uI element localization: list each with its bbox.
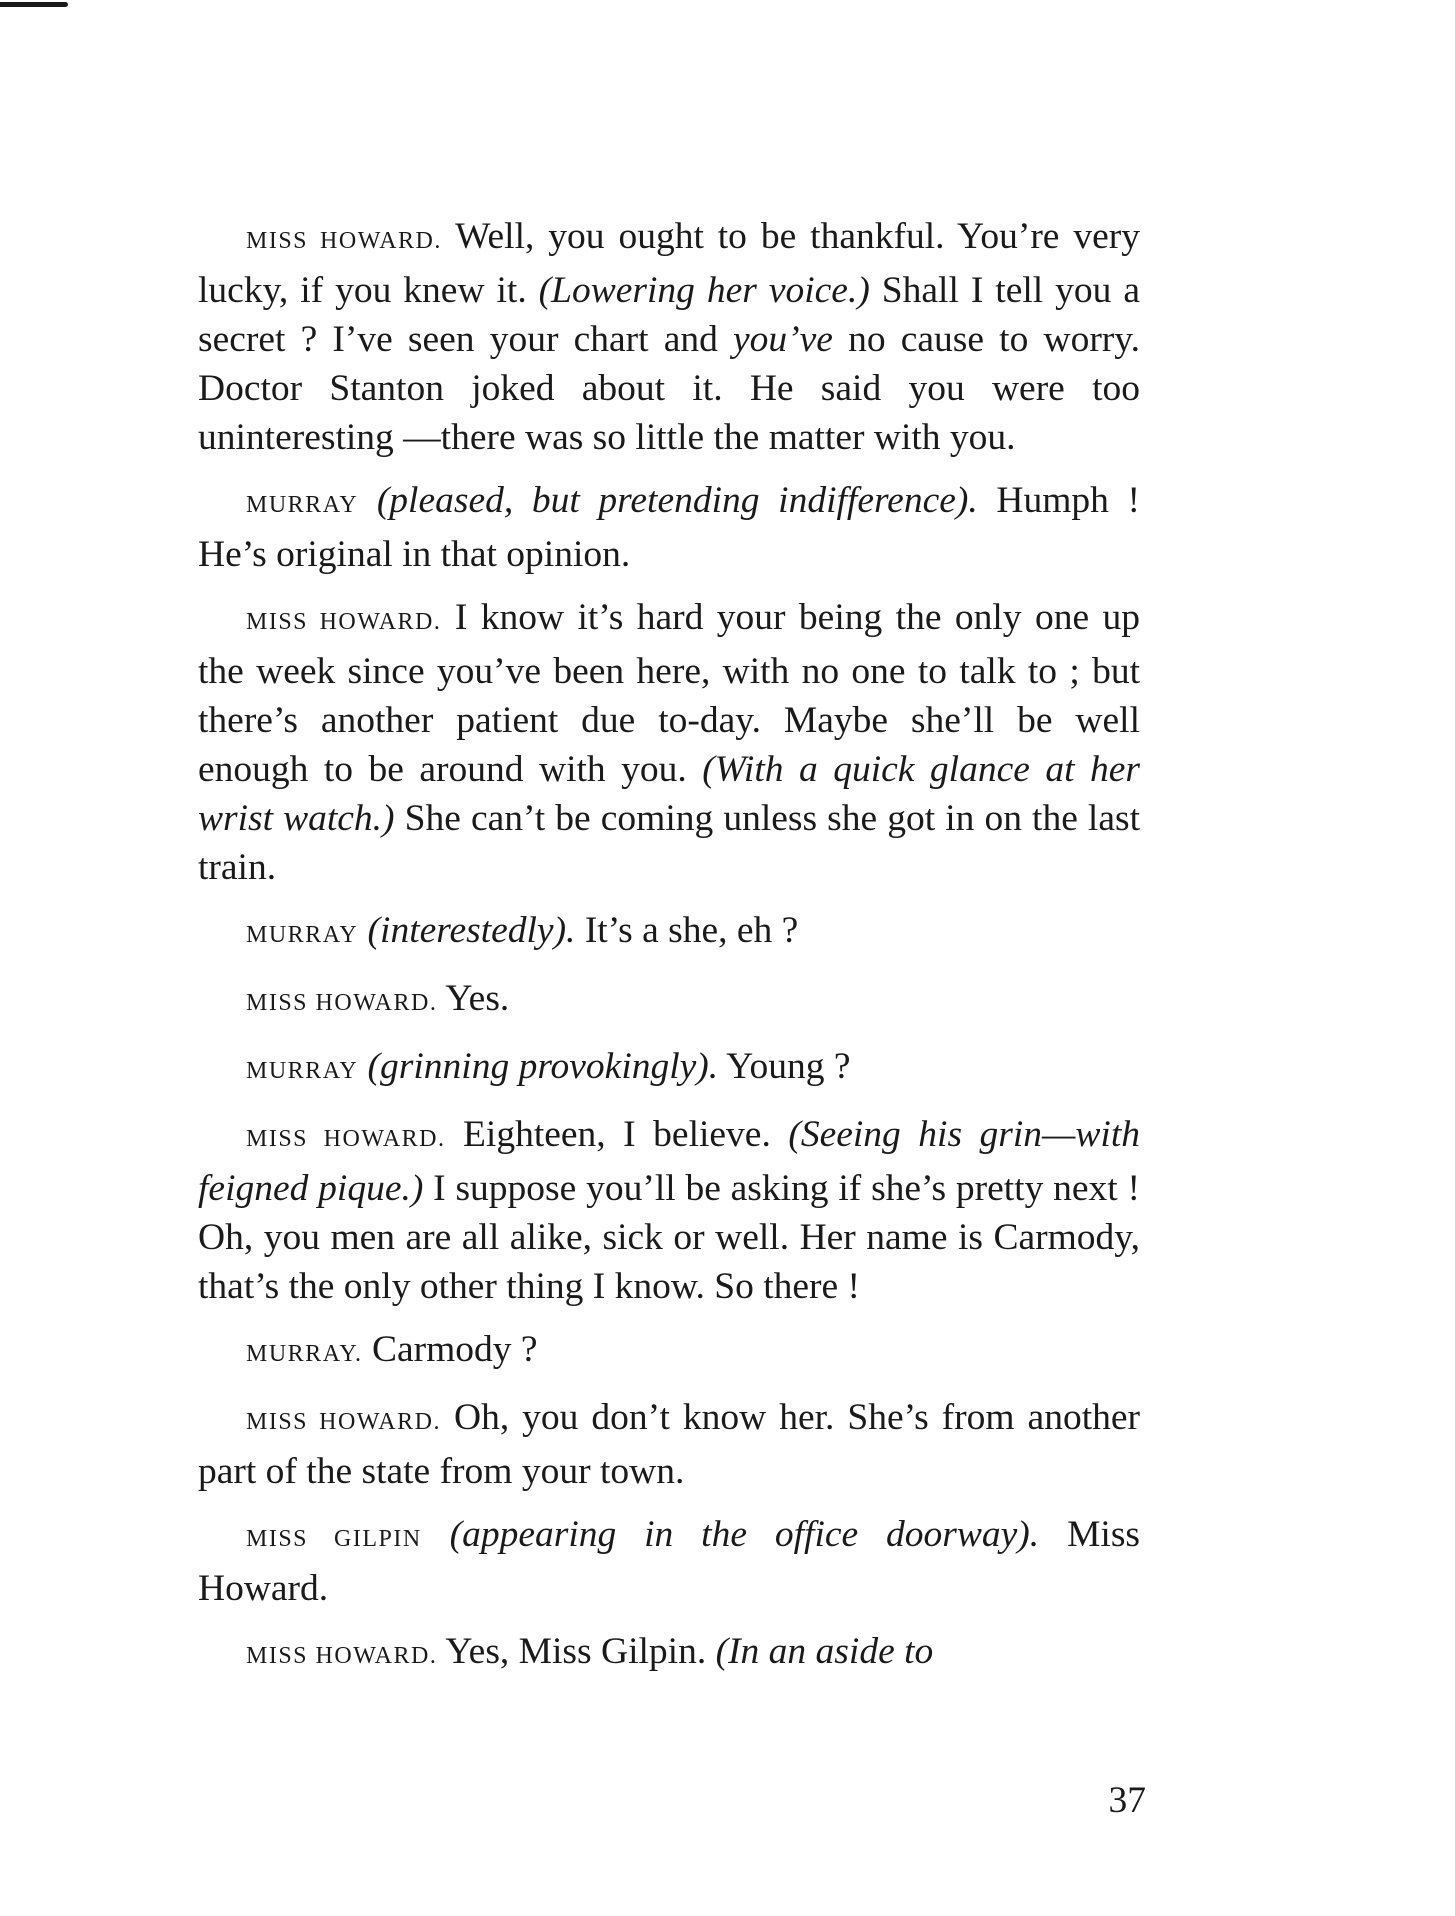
dialogue-paragraph — [198, 476, 1140, 579]
stage-direction: (Seeing his grin—with feigned pique.) — [198, 1114, 1141, 1209]
dialogue-paragraph — [198, 212, 1140, 462]
stage-direction: (Lowering her voice.) — [538, 270, 870, 311]
speaker-name: MISS HOWARD. — [246, 1126, 446, 1152]
scan-edge-mark — [0, 2, 68, 7]
dialogue-text: Carmody ? — [371, 1329, 538, 1370]
stage-direction: (With a quick glance at her wrist watch.) — [198, 749, 1140, 839]
stage-direction: you’ve — [733, 319, 833, 360]
speaker-name: MISS HOWARD. — [246, 990, 438, 1016]
speaker-name: MISS HOWARD. — [246, 1643, 438, 1669]
dialogue-paragraph — [198, 974, 1140, 1028]
dialogue-paragraph — [198, 1627, 1140, 1681]
dialogue-paragraph — [198, 906, 1140, 960]
page-number: 37 — [1108, 1780, 1146, 1821]
speaker-name: MURRAY — [246, 1058, 359, 1084]
dialogue-text: I know it’s hard your being the only one up the week since you’ve been here, with no one to talk to ; but there’s another patient due to-day. Maybe she’ll be well enough to be around with you. — [198, 597, 1141, 790]
dialogue-text: Oh, you don’t know her. She’s from another part of the state from your town. — [198, 1397, 1141, 1492]
dialogue-text: Young ? — [726, 1046, 851, 1087]
dialogue-text: Well, you ought to be thankful. You’re very lucky, if you knew it. — [198, 216, 1140, 311]
dialogue-paragraph — [198, 1042, 1140, 1096]
speaker-name: MURRAY — [246, 492, 359, 518]
speaker-name: MURRAY. — [246, 1341, 363, 1367]
speaker-name: MISS GILPIN — [246, 1526, 422, 1552]
dialogue-text: no cause to worry. Doctor Stanton joked about it. He said you were too uninteresting —there was so little the matter with you. — [198, 319, 1140, 458]
stage-direction: (In an aside to — [715, 1631, 934, 1672]
dialogue-paragraph — [198, 593, 1140, 892]
dialogue-text: I suppose you’ll be asking if she’s pretty next ! Oh, you men are all alike, sick or well. Her name is Carmody, that’s the only other thing I know. So there ! — [198, 1168, 1140, 1307]
stage-direction: (appearing in the office doorway). — [449, 1514, 1040, 1555]
dialogue-text: She can’t be coming unless she got in on the last train. — [198, 798, 1141, 888]
dialogue-text: Shall I tell you a secret ? I’ve seen your chart and — [198, 270, 1140, 360]
speaker-name: MURRAY — [246, 922, 359, 948]
play-text — [198, 212, 1140, 1695]
stage-direction: (grinning provokingly). — [367, 1046, 719, 1087]
dialogue-text: Humph ! He’s original in that opinion. — [198, 480, 1141, 575]
speaker-name: MISS HOWARD. — [246, 1409, 441, 1435]
dialogue-text: Eighteen, I believe. — [463, 1114, 789, 1155]
dialogue-text: Yes, Miss Gilpin. — [445, 1631, 716, 1672]
dialogue-text: It’s a she, eh ? — [584, 910, 799, 951]
dialogue-paragraph — [198, 1325, 1140, 1379]
stage-direction: (pleased, but pretending indifference). — [376, 480, 978, 521]
speaker-name: MISS HOWARD. — [246, 609, 442, 635]
dialogue-text: Yes. — [445, 978, 510, 1019]
dialogue-paragraph — [198, 1110, 1140, 1311]
stage-direction: (interestedly). — [367, 910, 576, 951]
speaker-name: MISS HOWARD. — [246, 228, 442, 254]
dialogue-paragraph — [198, 1510, 1140, 1613]
dialogue-paragraph — [198, 1393, 1140, 1496]
dialogue-text: Miss Howard. — [198, 1514, 1141, 1609]
